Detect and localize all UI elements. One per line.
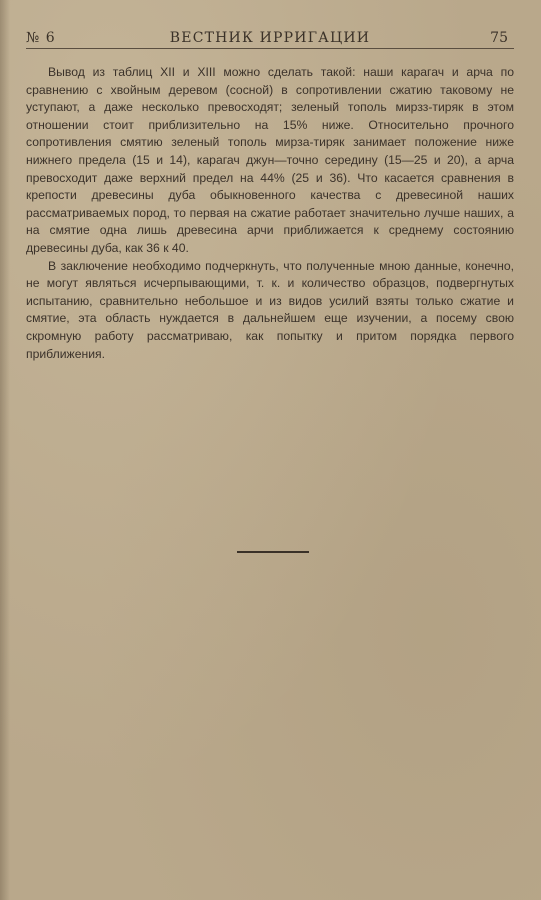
- page-edge-shadow: [0, 0, 10, 900]
- journal-title: ВЕСТНИК ИРРИГАЦИИ: [169, 30, 371, 46]
- issue-number: № 6: [26, 30, 56, 46]
- paragraph-final-remarks: В заключение необходимо подчеркнуть, что полученные мною данные, конечно, не могут являться исчерпывающими, т. к. и количество образцов, подвергнутых испытанию, сравнительно небольшое и из видов усилий взяты только сжатие и смятие, эта область нуждается в дальнейшем еще изучении, а посему свою скромную работу рассматриваю, как попытку и притом порядка первого приближения.: [26, 258, 514, 361]
- running-header: [26, 28, 514, 50]
- header-rule: [26, 48, 514, 49]
- paragraph-conclusion-tables: Вывод из таблиц XII и XIII можно сделать такой: наши карагач и арча по сравнению с хвойным деревом (сосной) в сопротивлении сжатию таковому не уступают, а даже несколько превосходят; зеленый тополь мирзз-тиряк в этом отношении стоит приблизительно на 15% ниже. Относительно прочного сопротивления смятию зеленый тополь мирза-тиряк занимает положение ниже нижнего предела (15 и 14), карагач джун—точно середину (15—25 и 20), а арча превосходит даже верхний предел на 44% (25 и 36). Что касается сравнения в крепости древесины дуба обыкновенного качества с древесиной наших рассматриваемых пород, то первая на сжатие работает значительно лучше наших, а на смятие одна лишь древесина арчи приближается к среднему состоянию древесины дуба, как 36 к 40.: [26, 65, 514, 255]
- article-end-rule: [237, 551, 309, 553]
- page-number: 75: [490, 30, 508, 46]
- article-body: [26, 64, 514, 363]
